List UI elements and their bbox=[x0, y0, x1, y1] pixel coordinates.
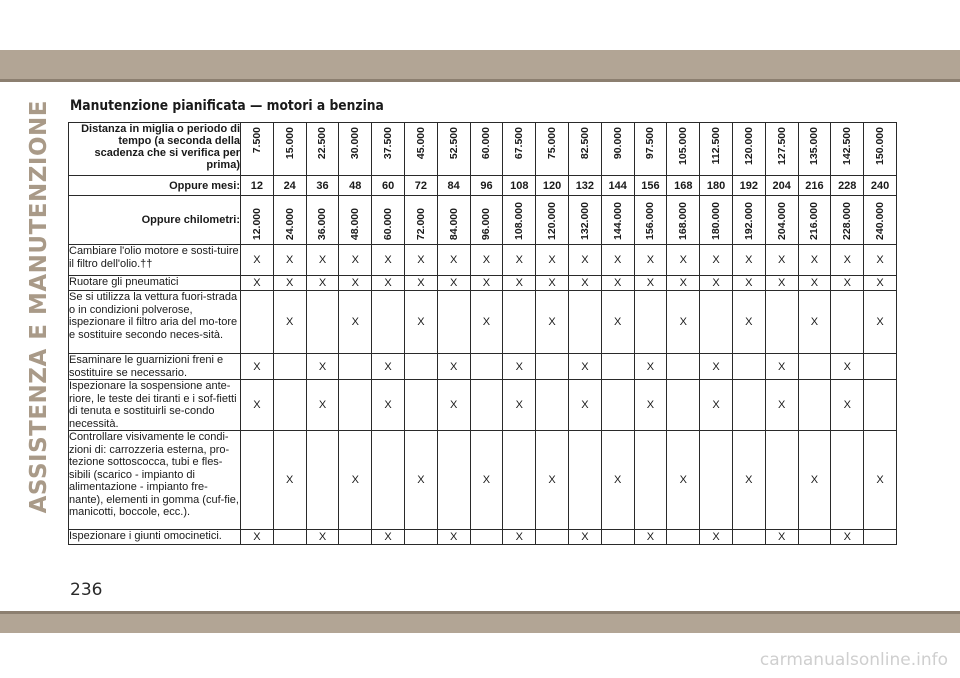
task-label: Cambiare l'olio motore e sosti-tuire il filtro dell'olio.†† bbox=[69, 245, 241, 276]
miles-value: 7.500 bbox=[250, 127, 263, 154]
km-cell bbox=[700, 196, 733, 245]
task-mark-cell: X bbox=[437, 276, 470, 291]
miles-cell bbox=[568, 123, 601, 176]
miles-row bbox=[69, 123, 897, 176]
task-mark-cell: X bbox=[864, 291, 897, 354]
miles-cell bbox=[601, 123, 634, 176]
miles-cell bbox=[437, 123, 470, 176]
km-value: 72.000 bbox=[414, 207, 427, 240]
task-mark-cell: X bbox=[470, 291, 503, 354]
months-row bbox=[69, 176, 897, 196]
km-row bbox=[69, 196, 897, 245]
km-cell bbox=[798, 196, 831, 245]
task-mark-cell: X bbox=[732, 245, 765, 276]
task-mark-cell: X bbox=[798, 276, 831, 291]
miles-value: 142.500 bbox=[841, 127, 854, 165]
task-mark-cell: X bbox=[503, 354, 536, 380]
task-mark-cell bbox=[404, 354, 437, 380]
task-mark-cell: X bbox=[372, 354, 405, 380]
task-mark-cell: X bbox=[798, 291, 831, 354]
task-mark-cell: X bbox=[536, 291, 569, 354]
task-mark-cell bbox=[798, 354, 831, 380]
task-mark-cell: X bbox=[306, 245, 339, 276]
task-mark-cell bbox=[470, 380, 503, 431]
task-mark-cell: X bbox=[634, 245, 667, 276]
km-value: 228.000 bbox=[841, 202, 854, 240]
km-value: 192.000 bbox=[742, 202, 755, 240]
task-mark-cell bbox=[503, 291, 536, 354]
task-mark-cell: X bbox=[503, 245, 536, 276]
task-mark-cell bbox=[864, 354, 897, 380]
task-mark-cell bbox=[831, 431, 864, 530]
task-mark-cell: X bbox=[601, 291, 634, 354]
task-mark-cell: X bbox=[306, 380, 339, 431]
months-label: Oppure mesi: bbox=[69, 176, 241, 196]
bottom-decorative-band bbox=[0, 611, 960, 633]
task-mark-cell: X bbox=[273, 245, 306, 276]
task-mark-cell: X bbox=[765, 530, 798, 545]
km-value: 12.000 bbox=[250, 207, 263, 240]
miles-value: 120.000 bbox=[742, 127, 755, 165]
months-cell: 36 bbox=[306, 176, 339, 196]
miles-cell bbox=[306, 123, 339, 176]
task-mark-cell: X bbox=[372, 245, 405, 276]
task-mark-cell: X bbox=[831, 276, 864, 291]
task-mark-cell: X bbox=[700, 530, 733, 545]
km-cell bbox=[339, 196, 372, 245]
task-mark-cell bbox=[536, 380, 569, 431]
task-mark-cell: X bbox=[864, 276, 897, 291]
task-mark-cell: X bbox=[273, 291, 306, 354]
task-mark-cell: X bbox=[700, 380, 733, 431]
task-mark-cell: X bbox=[798, 431, 831, 530]
top-decorative-band bbox=[0, 50, 960, 82]
km-value: 240.000 bbox=[874, 202, 887, 240]
miles-cell bbox=[667, 123, 700, 176]
section-side-title: ASSISTENZA E MANUTENZIONE bbox=[26, 100, 52, 514]
task-mark-cell: X bbox=[765, 354, 798, 380]
task-mark-cell: X bbox=[732, 431, 765, 530]
km-cell bbox=[634, 196, 667, 245]
km-value: 108.000 bbox=[513, 202, 526, 240]
task-mark-cell: X bbox=[437, 354, 470, 380]
miles-value: 22.500 bbox=[316, 127, 329, 160]
task-row bbox=[69, 530, 897, 545]
task-mark-cell: X bbox=[700, 245, 733, 276]
months-cell: 48 bbox=[339, 176, 372, 196]
km-value: 168.000 bbox=[677, 202, 690, 240]
task-mark-cell bbox=[404, 530, 437, 545]
km-value: 24.000 bbox=[283, 207, 296, 240]
km-value: 144.000 bbox=[611, 202, 624, 240]
page-title: Manutenzione pianificata — motori a benzina bbox=[70, 98, 384, 114]
task-mark-cell bbox=[503, 431, 536, 530]
task-mark-cell: X bbox=[798, 245, 831, 276]
km-value: 204.000 bbox=[775, 202, 788, 240]
miles-value: 60.000 bbox=[480, 127, 493, 160]
miles-value: 105.000 bbox=[677, 127, 690, 165]
task-mark-cell bbox=[404, 380, 437, 431]
page-number: 236 bbox=[70, 580, 103, 600]
miles-value: 97.500 bbox=[644, 127, 657, 160]
task-mark-cell bbox=[700, 431, 733, 530]
task-mark-cell: X bbox=[634, 530, 667, 545]
miles-value: 112.500 bbox=[710, 127, 723, 165]
task-mark-cell: X bbox=[306, 354, 339, 380]
km-value: 96.000 bbox=[480, 207, 493, 240]
task-mark-cell bbox=[536, 354, 569, 380]
task-mark-cell bbox=[437, 291, 470, 354]
task-mark-cell: X bbox=[765, 245, 798, 276]
km-cell bbox=[864, 196, 897, 245]
task-mark-cell bbox=[339, 380, 372, 431]
task-mark-cell: X bbox=[339, 431, 372, 530]
task-mark-cell: X bbox=[732, 291, 765, 354]
task-mark-cell: X bbox=[634, 354, 667, 380]
task-row bbox=[69, 431, 897, 530]
task-mark-cell bbox=[339, 354, 372, 380]
task-mark-cell bbox=[339, 530, 372, 545]
task-mark-cell: X bbox=[667, 245, 700, 276]
task-mark-cell: X bbox=[765, 276, 798, 291]
task-mark-cell: X bbox=[372, 380, 405, 431]
task-mark-cell bbox=[568, 431, 601, 530]
task-mark-cell: X bbox=[503, 276, 536, 291]
task-mark-cell bbox=[372, 291, 405, 354]
task-mark-cell bbox=[470, 530, 503, 545]
miles-value: 45.000 bbox=[414, 127, 427, 160]
miles-cell bbox=[864, 123, 897, 176]
miles-cell bbox=[765, 123, 798, 176]
miles-cell bbox=[536, 123, 569, 176]
task-mark-cell: X bbox=[831, 530, 864, 545]
task-mark-cell bbox=[732, 354, 765, 380]
task-label: Controllare visivamente le condi-zioni di: carrozzeria esterna, pro-tezione sottoscocca, tubi e fles-sibili (scarico - impianto di alimentazione - impianto fre-nante), elementi in gomma (cuf-fie, manicotti, boccole, ecc.). bbox=[69, 431, 241, 530]
task-mark-cell: X bbox=[536, 431, 569, 530]
months-cell: 240 bbox=[864, 176, 897, 196]
months-cell: 12 bbox=[241, 176, 274, 196]
task-mark-cell: X bbox=[667, 431, 700, 530]
task-mark-cell: X bbox=[437, 380, 470, 431]
task-mark-cell bbox=[765, 291, 798, 354]
miles-value: 30.000 bbox=[349, 127, 362, 160]
task-mark-cell bbox=[732, 530, 765, 545]
miles-cell bbox=[273, 123, 306, 176]
task-mark-cell bbox=[798, 380, 831, 431]
task-mark-cell: X bbox=[601, 245, 634, 276]
task-mark-cell: X bbox=[667, 276, 700, 291]
km-value: 36.000 bbox=[316, 207, 329, 240]
task-mark-cell bbox=[306, 431, 339, 530]
task-mark-cell: X bbox=[568, 530, 601, 545]
task-mark-cell: X bbox=[241, 276, 274, 291]
task-mark-cell bbox=[568, 291, 601, 354]
km-cell bbox=[470, 196, 503, 245]
task-label: Esaminare le guarnizioni freni e sostituire se necessario. bbox=[69, 354, 241, 380]
miles-value: 75.000 bbox=[546, 127, 559, 160]
task-mark-cell: X bbox=[568, 245, 601, 276]
months-cell: 168 bbox=[667, 176, 700, 196]
miles-cell bbox=[634, 123, 667, 176]
months-cell: 156 bbox=[634, 176, 667, 196]
km-cell bbox=[667, 196, 700, 245]
km-cell bbox=[765, 196, 798, 245]
task-mark-cell bbox=[798, 530, 831, 545]
maintenance-table bbox=[68, 122, 897, 545]
task-mark-cell: X bbox=[503, 380, 536, 431]
miles-cell bbox=[241, 123, 274, 176]
task-label: Ispezionare la sospensione ante-riore, le teste dei tiranti e i sof-fietti di tenuta e sostituirli se-condo necessità. bbox=[69, 380, 241, 431]
km-value: 216.000 bbox=[808, 202, 821, 240]
task-mark-cell: X bbox=[568, 380, 601, 431]
task-mark-cell bbox=[273, 354, 306, 380]
miles-cell bbox=[732, 123, 765, 176]
km-value: 180.000 bbox=[710, 202, 723, 240]
task-mark-cell bbox=[667, 380, 700, 431]
task-mark-cell: X bbox=[864, 431, 897, 530]
task-mark-cell: X bbox=[306, 276, 339, 291]
task-mark-cell bbox=[470, 354, 503, 380]
months-cell: 96 bbox=[470, 176, 503, 196]
miles-value: 52.500 bbox=[447, 127, 460, 160]
task-mark-cell: X bbox=[667, 291, 700, 354]
months-cell: 84 bbox=[437, 176, 470, 196]
task-mark-cell: X bbox=[404, 431, 437, 530]
km-cell bbox=[732, 196, 765, 245]
task-mark-cell bbox=[667, 354, 700, 380]
miles-cell bbox=[831, 123, 864, 176]
miles-cell bbox=[700, 123, 733, 176]
task-mark-cell: X bbox=[372, 276, 405, 291]
task-mark-cell: X bbox=[601, 431, 634, 530]
km-label: Oppure chilometri: bbox=[69, 196, 241, 245]
months-cell: 192 bbox=[732, 176, 765, 196]
task-mark-cell: X bbox=[339, 276, 372, 291]
task-mark-cell bbox=[273, 380, 306, 431]
task-mark-cell: X bbox=[437, 530, 470, 545]
miles-cell bbox=[372, 123, 405, 176]
task-mark-cell: X bbox=[732, 276, 765, 291]
task-mark-cell: X bbox=[404, 245, 437, 276]
task-mark-cell: X bbox=[568, 354, 601, 380]
task-mark-cell: X bbox=[273, 431, 306, 530]
miles-value: 15.000 bbox=[283, 127, 296, 160]
task-mark-cell: X bbox=[700, 354, 733, 380]
watermark: carmanualsonline.info bbox=[759, 650, 948, 670]
task-label: Ispezionare i giunti omocinetici. bbox=[69, 530, 241, 545]
miles-value: 135.000 bbox=[808, 127, 821, 165]
months-cell: 132 bbox=[568, 176, 601, 196]
km-cell bbox=[601, 196, 634, 245]
task-mark-cell: X bbox=[601, 276, 634, 291]
km-value: 156.000 bbox=[644, 202, 657, 240]
task-mark-cell: X bbox=[470, 431, 503, 530]
miles-cell bbox=[404, 123, 437, 176]
task-mark-cell: X bbox=[241, 354, 274, 380]
task-mark-cell bbox=[864, 380, 897, 431]
months-cell: 24 bbox=[273, 176, 306, 196]
task-mark-cell bbox=[732, 380, 765, 431]
task-mark-cell bbox=[601, 530, 634, 545]
task-mark-cell: X bbox=[241, 245, 274, 276]
task-label: Ruotare gli pneumatici bbox=[69, 276, 241, 291]
interval-header-label: Distanza in miglia o periodo di tempo (a seconda della scadenza che si verifica per prima) bbox=[69, 123, 241, 176]
months-cell: 72 bbox=[404, 176, 437, 196]
task-mark-cell bbox=[273, 530, 306, 545]
task-mark-cell: X bbox=[241, 530, 274, 545]
task-mark-cell: X bbox=[634, 380, 667, 431]
task-mark-cell bbox=[241, 291, 274, 354]
task-mark-cell: X bbox=[503, 530, 536, 545]
miles-cell bbox=[503, 123, 536, 176]
months-cell: 180 bbox=[700, 176, 733, 196]
task-row bbox=[69, 245, 897, 276]
task-mark-cell bbox=[634, 431, 667, 530]
task-mark-cell bbox=[536, 530, 569, 545]
task-row bbox=[69, 354, 897, 380]
miles-value: 90.000 bbox=[611, 127, 624, 160]
km-value: 132.000 bbox=[578, 202, 591, 240]
task-mark-cell bbox=[306, 291, 339, 354]
km-cell bbox=[372, 196, 405, 245]
km-cell bbox=[536, 196, 569, 245]
task-mark-cell: X bbox=[700, 276, 733, 291]
task-mark-cell: X bbox=[404, 276, 437, 291]
task-mark-cell: X bbox=[765, 380, 798, 431]
task-mark-cell: X bbox=[536, 245, 569, 276]
km-cell bbox=[306, 196, 339, 245]
task-mark-cell bbox=[437, 431, 470, 530]
task-mark-cell bbox=[601, 354, 634, 380]
miles-cell bbox=[798, 123, 831, 176]
task-mark-cell: X bbox=[634, 276, 667, 291]
task-mark-cell: X bbox=[831, 245, 864, 276]
months-cell: 108 bbox=[503, 176, 536, 196]
task-mark-cell: X bbox=[864, 245, 897, 276]
task-mark-cell bbox=[765, 431, 798, 530]
task-mark-cell: X bbox=[404, 291, 437, 354]
task-mark-cell bbox=[241, 431, 274, 530]
task-mark-cell: X bbox=[470, 276, 503, 291]
miles-value: 67.500 bbox=[513, 127, 526, 160]
months-cell: 228 bbox=[831, 176, 864, 196]
km-cell bbox=[404, 196, 437, 245]
km-cell bbox=[273, 196, 306, 245]
miles-value: 37.500 bbox=[382, 127, 395, 160]
task-mark-cell: X bbox=[831, 354, 864, 380]
task-mark-cell: X bbox=[568, 276, 601, 291]
km-cell bbox=[241, 196, 274, 245]
miles-cell bbox=[470, 123, 503, 176]
task-mark-cell: X bbox=[470, 245, 503, 276]
months-cell: 60 bbox=[372, 176, 405, 196]
task-mark-cell: X bbox=[536, 276, 569, 291]
maintenance-table-body bbox=[69, 123, 897, 545]
task-mark-cell: X bbox=[831, 380, 864, 431]
km-value: 48.000 bbox=[349, 207, 362, 240]
task-mark-cell: X bbox=[273, 276, 306, 291]
task-mark-cell: X bbox=[339, 291, 372, 354]
km-cell bbox=[831, 196, 864, 245]
task-mark-cell: X bbox=[372, 530, 405, 545]
miles-value: 82.500 bbox=[578, 127, 591, 160]
km-cell bbox=[568, 196, 601, 245]
task-row bbox=[69, 291, 897, 354]
task-label: Se si utilizza la vettura fuori-strada o in condizioni polverose, ispezionare il filtro aria del mo-tore e sostituire secondo neces-sità. bbox=[69, 291, 241, 354]
km-value: 120.000 bbox=[546, 202, 559, 240]
task-mark-cell: X bbox=[437, 245, 470, 276]
miles-value: 127.500 bbox=[775, 127, 788, 165]
months-cell: 216 bbox=[798, 176, 831, 196]
km-cell bbox=[503, 196, 536, 245]
task-mark-cell: X bbox=[339, 245, 372, 276]
task-mark-cell bbox=[634, 291, 667, 354]
task-row bbox=[69, 380, 897, 431]
task-row bbox=[69, 276, 897, 291]
task-mark-cell bbox=[601, 380, 634, 431]
months-cell: 120 bbox=[536, 176, 569, 196]
task-mark-cell bbox=[864, 530, 897, 545]
miles-cell bbox=[339, 123, 372, 176]
task-mark-cell bbox=[700, 291, 733, 354]
months-cell: 144 bbox=[601, 176, 634, 196]
task-mark-cell bbox=[831, 291, 864, 354]
months-cell: 204 bbox=[765, 176, 798, 196]
task-mark-cell: X bbox=[241, 380, 274, 431]
km-value: 84.000 bbox=[447, 207, 460, 240]
km-value: 60.000 bbox=[382, 207, 395, 240]
km-cell bbox=[437, 196, 470, 245]
task-mark-cell bbox=[372, 431, 405, 530]
task-mark-cell: X bbox=[306, 530, 339, 545]
miles-value: 150.000 bbox=[874, 127, 887, 165]
task-mark-cell bbox=[667, 530, 700, 545]
